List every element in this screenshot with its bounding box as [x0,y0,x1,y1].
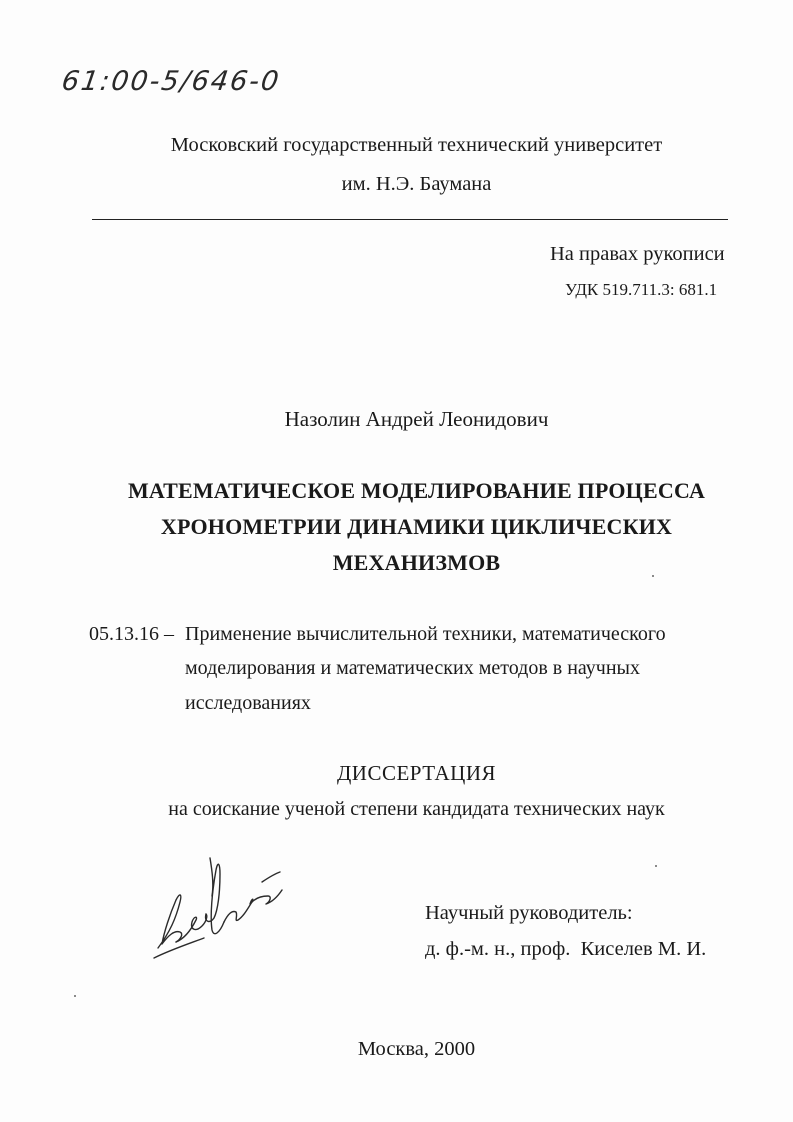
thesis-title-line-2: ХРОНОМЕТРИИ ДИНАМИКИ ЦИКЛИЧЕСКИХ [160,514,673,539]
author-name: Назолин Андрей Леонидович [284,407,549,431]
dissertation-heading: ДИССЕРТАЦИЯ [336,761,497,785]
scan-speck [655,865,657,867]
university-named-after: им. Н.Э. Баумана [341,173,492,195]
specialty-line-2: моделирования и математических методов в научных [185,657,640,679]
dissertation-degree: на соискание ученой степени кандидата технических наук [168,798,665,820]
thesis-title-line-3: МЕХАНИЗМОВ [332,550,501,575]
archive-code: 61:00-5/646-0 [59,66,283,97]
specialty-line-3: исследованиях [185,692,311,714]
city-year: Москва, 2000 [357,1038,476,1060]
scan-speck [74,995,76,997]
specialty-code: 05.13.16 – [89,623,174,645]
manuscript-rights-label: На правах рукописи [550,243,725,265]
supervisor-label: Научный руководитель: [425,902,633,924]
scan-speck [652,575,654,577]
signature-icon [140,840,290,970]
specialty-line-1: Применение вычислительной техники, математического [185,623,666,645]
thesis-title-line-1: МАТЕМАТИЧЕСКОЕ МОДЕЛИРОВАНИЕ ПРОЦЕССА [127,478,706,503]
header-divider [92,219,728,220]
university-name: Московский государственный технический университет [170,134,663,156]
supervisor-name: д. ф.-м. н., проф. Киселев М. И. [425,938,707,960]
udc-code: УДК 519.711.3: 681.1 [565,280,718,299]
